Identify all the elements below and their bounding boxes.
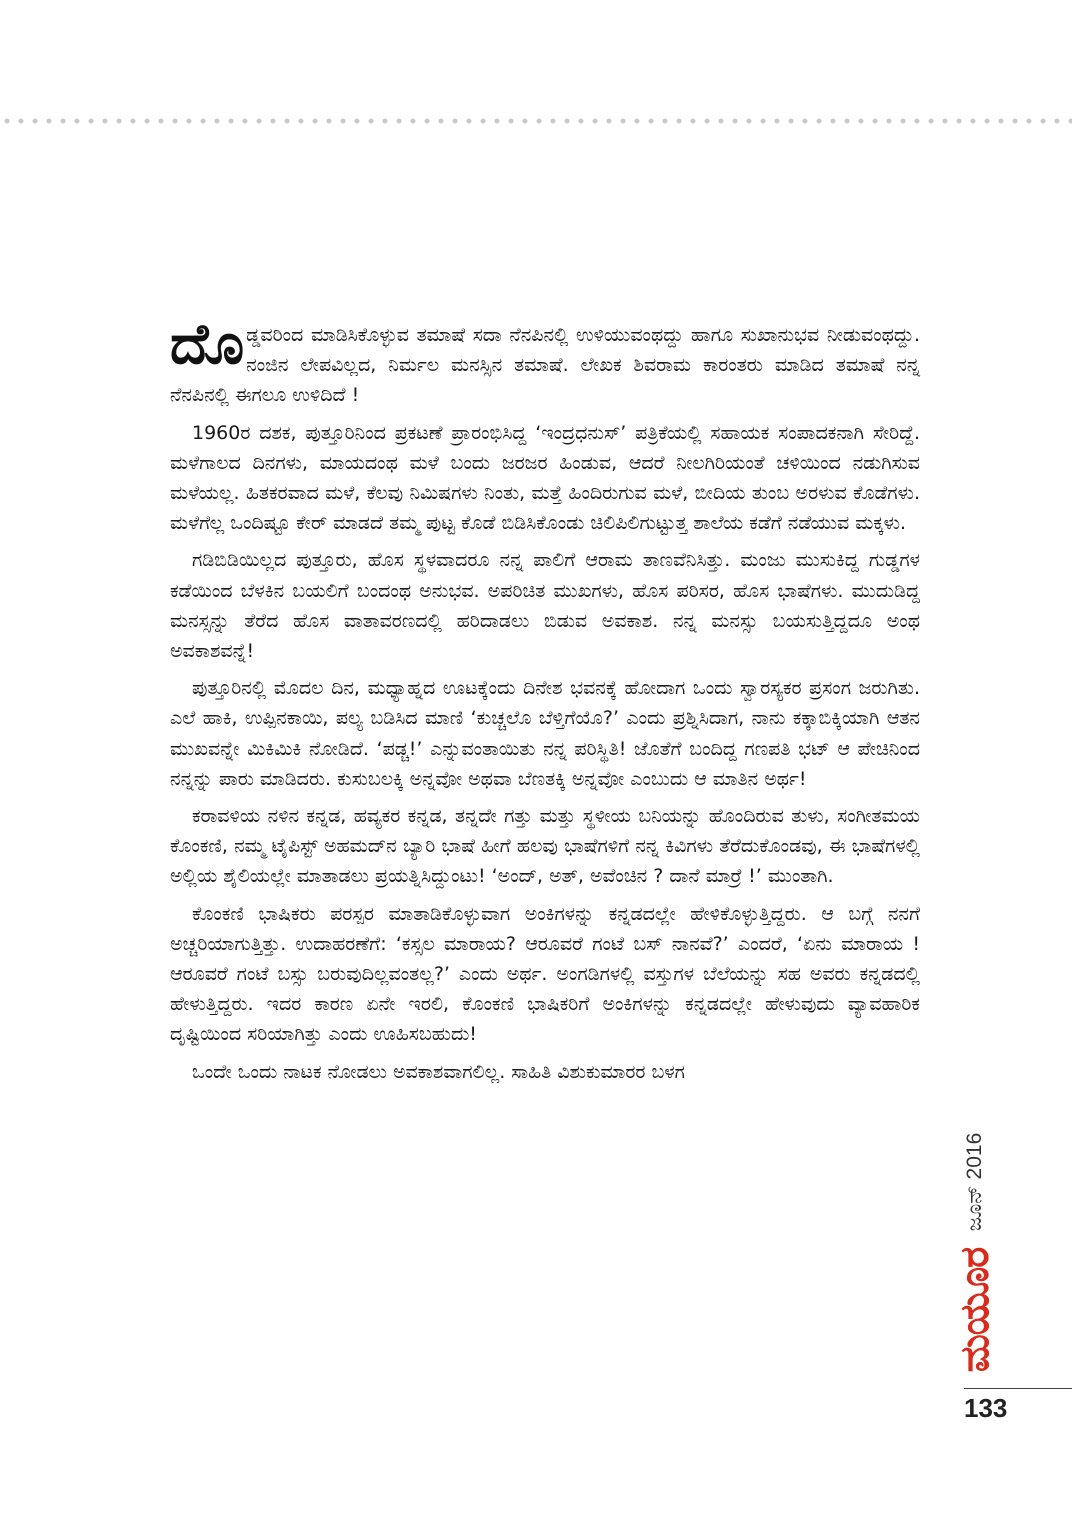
paragraph-1 (170, 312, 920, 411)
magazine-logo (946, 1240, 1004, 1380)
issue-date (955, 1128, 995, 1236)
page-number: 133 (964, 1393, 1008, 1423)
dotted-separator (0, 117, 1072, 125)
paragraph-6: ಕೊಂಕಣಿ ಭಾಷಿಕರು ಪರಸ್ಪರ ಮಾತಾಡಿಕೊಳ್ಳುವಾಗ ಅಂಕಿಗಳನ್ನು ಕನ್ನಡದಲ್ಲೇ ಹೇಳಿಕೊಳ್ಳುತ್ತಿದ್ದರು. ಆ ಬಗ್ಗೆ ನನಗೆ ಅಚ್ಚರಿಯಾಗುತ್ತಿತ್ತು. ಉದಾಹರಣೆಗೆ: ‘ಕಸ್ಸಲ ಮಾರಾಯ? ಆರೂವರೆ ಗಂಟೆ ಬಸ್ ನಾನವೆ?’ ಎಂದರೆ, ‘ಏನು ಮಾರಾಯ ! ಆರೂವರೆ ಗಂಟೆ ಬಸ್ಸು ಬರುವುದಿಲ್ಲವಂತಲ್ಲ?’ ಎಂದು ಅರ್ಥ. ಅಂಗಡಿಗಳಲ್ಲಿ ವಸ್ತುಗಳ ಬೆಲೆಯನ್ನು ಸಹ ಅವರು ಕನ್ನಡದಲ್ಲಿ ಹೇಳುತ್ತಿದ್ದರು. ಇದರ ಕಾರಣ ಏನೇ ಇರಲಿ, ಕೊಂಕಣಿ ಭಾಷಿಕರಿಗೆ ಅಂಕಿಗಳನ್ನು ಕನ್ನಡದಲ್ಲೇ ಹೇಳುವುದು ವ್ಯಾವಹಾರಿಕ ದೃಷ್ಟಿಯಿಂದ ಸರಿಯಾಗಿತ್ತು ಎಂದು ಊಹಿಸಬಹುದು! (170, 902, 920, 1046)
paragraph-1-text: ಡ್ಡವರಿಂದ ಮಾಡಿಸಿಕೊಳ್ಳುವ ತಮಾಷೆ ಸದಾ ನೆನಪಿನಲ್ಲಿ ಉಳಿಯುವಂಥದ್ದು ಹಾಗೂ ಸುಖಾನುಭವ ನೀಡುವಂಥದ್ದು. ನಂಜಿನ ಲೇಪವಿಲ್ಲದ, ನಿರ್ಮಲ ಮನಸ್ಸಿನ ತಮಾಷೆ. ಲೇಖಕ ಶಿವರಾಮ ಕಾರಂತರು ಮಾಡಿದ ತಮಾಷೆ ನನ್ನ ನೆನಪಿನಲ್ಲಿ ಈಗಲೂ ಉಳಿದಿದೆ ! (170, 324, 920, 407)
article-body (170, 312, 920, 1094)
page-number-rule (964, 1388, 1072, 1389)
paragraph-3: ಗಡಿಬಿಡಿಯಿಲ್ಲದ ಪುತ್ತೂರು, ಹೊಸ ಸ್ಥಳವಾದರೂ ನನ್ನ ಪಾಲಿಗೆ ಆರಾಮ ತಾಣವೆನಿಸಿತ್ತು. ಮಂಜು ಮುಸುಕಿದ್ದ ಗುಡ್ಡಗಳ ಕಡೆಯಿಂದ ಬೆಳಕಿನ ಬಯಲಿಗೆ ಬಂದಂಥ ಅನುಭವ. ಅಪರಿಚಿತ ಮುಖಗಳು, ಹೊಸ ಪರಿಸರ, ಹೊಸ ಭಾಷೆಗಳು. ಮುದುಡಿದ್ದ ಮನಸ್ಸನ್ನು ತೆರೆದ ಹೊಸ ವಾತಾವರಣದಲ್ಲಿ ಹರಿದಾಡಲು ಬಿಡುವ ಅವಕಾಶ. ನನ್ನ ಮನಸ್ಸು ಬಯಸುತ್ತಿದ್ದದೂ ಅಂಥ ಅವಕಾಶವನ್ನೆ! (170, 549, 920, 663)
magazine-name: ಮಯೂರ (952, 1247, 998, 1373)
issue-date-text: ಜೂನ್ 2016 (963, 1132, 986, 1232)
paragraph-5: ಕರಾವಳಿಯ ನಳಿನ ಕನ್ನಡ, ಹವ್ಯಕರ ಕನ್ನಡ, ತನ್ನದೇ ಗತ್ತು ಮತ್ತು ಸ್ಥಳೀಯ ಬನಿಯನ್ನು ಹೊಂದಿರುವ ತುಳು, ಸಂಗೀತಮಯ ಕೊಂಕಣಿ, ನಮ್ಮ ಟೈಪಿಸ್ಟ್ ಅಹಮದ್‌ನ ಬ್ಯಾರಿ ಭಾಷೆ ಹೀಗೆ ಹಲವು ಭಾಷೆಗಳಿಗೆ ನನ್ನ ಕಿವಿಗಳು ತೆರೆದುಕೊಂಡವು, ಈ ಭಾಷೆಗಳಲ್ಲಿ ಅಲ್ಲಿಯ ಶೈಲಿಯಲ್ಲೇ ಮಾತಾಡಲು ಪ್ರಯತ್ನಿಸಿದ್ದುಂಟು! ‘ಅಂದ್, ಅತ್, ಅವೆಂಚಿನ ? ದಾನೆ ಮಾರ್‍ರೆ !’ ಮುಂತಾಗಿ. (170, 805, 920, 888)
paragraph-2: 1960ರ ದಶಕ, ಪುತ್ತೂರಿನಿಂದ ಪ್ರಕಟಣೆ ಪ್ರಾರಂಭಿಸಿದ್ದ ‘ಇಂದ್ರಧನುಸ್’ ಪತ್ರಿಕೆಯಲ್ಲಿ ಸಹಾಯಕ ಸಂಪಾದಕನಾಗಿ ಸೇರಿದ್ದೆ. ಮಳೆಗಾಲದ ದಿನಗಳು, ಮಾಯದಂಥ ಮಳೆ ಬಂದು ಜರಜರ ಹಿಂಡುವ, ಆದರೆ ನೀಲಗಿರಿಯಂತೆ ಚಳಿಯಿಂದ ನಡುಗಿಸುವ ಮಳೆಯಲ್ಲ. ಹಿತಕರವಾದ ಮಳೆ, ಕೆಲವು ನಿಮಿಷಗಳು ನಿಂತು, ಮತ್ತೆ ಹಿಂದಿರುಗುವ ಮಳೆ, ಬೀದಿಯ ತುಂಬ ಅರಳುವ ಕೊಡೆಗಳು. ಮಳೆಗೆಲ್ಲ ಒಂದಿಷ್ಟೂ ಕೇರ್ ಮಾಡದೆ ತಮ್ಮ ಪುಟ್ಟ ಕೊಡೆ ಬಿಡಿಸಿಕೊಂಡು ಚಿಲಿಪಿಲಿಗುಟ್ಟುತ್ತ ಶಾಲೆಯ ಕಡೆಗೆ ನಡೆಯುವ ಮಕ್ಕಳು. (170, 421, 920, 535)
drop-cap: ದೊ (170, 312, 245, 377)
paragraph-7: ಒಂದೇ ಒಂದು ನಾಟಕ ನೋಡಲು ಅವಕಾಶವಾಗಲಿಲ್ಲ. ಸಾಹಿತಿ ವಿಶುಕುಮಾರರ ಬಳಗ (192, 1060, 685, 1083)
paragraph-4: ಪುತ್ತೂರಿನಲ್ಲಿ ಮೊದಲ ದಿನ, ಮಧ್ಯಾಹ್ನದ ಊಟಕ್ಕೆಂದು ದಿನೇಶ ಭವನಕ್ಕೆ ಹೋದಾಗ ಒಂದು ಸ್ವಾರಸ್ಯಕರ ಪ್ರಸಂಗ ಜರುಗಿತು. ಎಲೆ ಹಾಕಿ, ಉಪ್ಪಿನಕಾಯಿ, ಪಲ್ಯ ಬಡಿಸಿದ ಮಾಣಿ ‘ಕುಚ್ಚಲೊ ಬೆಳ್ತಿಗೆಯೊ?’ ಎಂದು ಪ್ರಶ್ನಿಸಿದಾಗ, ನಾನು ಕಕ್ಕಾಬಿಕ್ಕಿಯಾಗಿ ಆತನ ಮುಖವನ್ನೇ ಮಿಕಿಮಿಕಿ ನೋಡಿದೆ. ‘ಪಡ್ಚ!’ ಎನ್ನುವಂತಾಯಿತು ನನ್ನ ಪರಿಸ್ಥಿತಿ! ಜೊತೆಗೆ ಬಂದಿದ್ದ ಗಣಪತಿ ಭಟ್ ಆ ಪೇಚಿನಿಂದ ನನ್ನನ್ನು ಪಾರು ಮಾಡಿದರು. ಕುಸುಬಲಕ್ಕಿ ಅನ್ನವೋ ಅಥವಾ ಬೆಣತಕ್ಕಿ ಅನ್ನವೋ ಎಂಬುದು ಆ ಮಾತಿನ ಅರ್ಥ! (170, 677, 920, 790)
